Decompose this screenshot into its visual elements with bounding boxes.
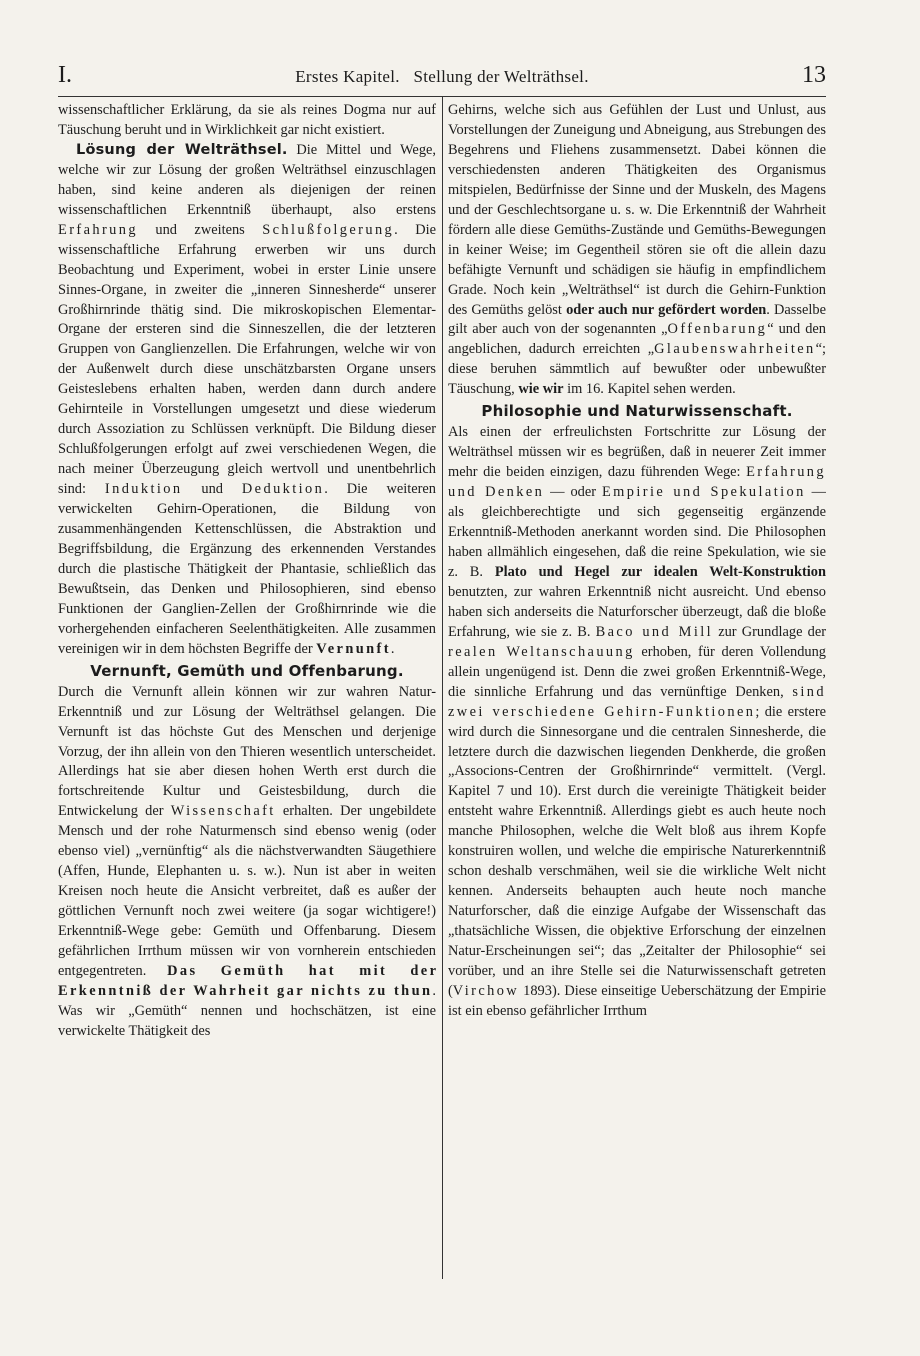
emphasis: wie wir	[518, 381, 564, 398]
spaced-term: Empirie und Spekulation	[601, 484, 806, 501]
text-run: . Die weiteren verwickelten Gehirn-Operationen, die Bildung von zusammenhängenden Kettenschlüssen, die Abstraktion und Begriffsbildung, die Ergänzung des erkennenden Verstandes durch die plastische Thätigkeit der Phantasie, schließlich das Bewußtsein, das Denken und Philosophieren, sind ebenso Funktionen der Ganglien-Zellen der Großhirnrinde wie die vorhergehenden einfacheren Seelenthätigkeiten. Alle zusammen vereinigen wir in dem höchsten Begriffe der	[58, 481, 436, 657]
running-header	[58, 62, 826, 94]
right-column	[448, 101, 826, 1277]
spaced-term: Baco und Mill	[595, 623, 714, 640]
section-heading: Vernunft, Gemüth und Offenbarung.	[90, 661, 404, 680]
spaced-term: Deduktion	[241, 481, 325, 498]
text-run: . Die wissenschaftliche Erfahrung erwerben wir uns durch Beobachtung und Experiment, wobei in erster Linie unsere Sinnes-Organe, in zweiter die „inneren Sinnesherde“ unserer Großhirnrinde thätig sind. Die mikroskopischen Elementar-Organe der ersteren sind die Sinneszellen, die der letzteren Gruppen von Ganglienzellen. Die Erfahrungen, welche wir von der Außenwelt durch diese unschätzbarsten Organe unsers Geisteslebens erhalten haben, werden dann durch andere Gehirnteile in Vorstellungen umgesetzt und diese wiederum durch Assoziation zu Schlüssen verknüpft. Die Bildung dieser Schlußfolgerungen erfolgt auf zwei verschiedenen Wegen, die nach meiner Überzeugung gleich wertvoll und unentbehrlich sind:	[58, 221, 436, 498]
text-run: 1893). Diese einseitige Ueberschätzung der Empirie ist ein ebenso gefährlicher Irrthum	[448, 982, 826, 1019]
section-heading: Philosophie und Naturwissenschaft.	[481, 402, 793, 421]
text-run: .	[390, 640, 395, 657]
chapter-number: I.	[58, 62, 72, 88]
text-run: und	[182, 481, 242, 498]
spaced-term: sind zwei verschiedene Gehirn-Funktionen	[448, 683, 826, 720]
paragraph	[448, 101, 826, 400]
emphasis: Das Gemüth hat mit der	[167, 962, 436, 979]
emphasis: Erkenntniß der Wahrheit gar nichts zu thun	[58, 982, 433, 999]
paragraph	[58, 683, 436, 1042]
spaced-term: Glaubenswahrheiten	[654, 341, 816, 358]
paragraph	[58, 101, 436, 141]
spaced-term: realen Weltanschauung	[448, 643, 635, 660]
spaced-term: Induktion	[104, 481, 183, 498]
text-run: benutzten, zur wahren Erkenntniß nicht ausreicht. Und ebenso haben sich anderseits die Naturforscher überzeugt, daß die bloße Erfahrung, wie sie z. B.	[448, 583, 826, 640]
text-run: wissenschaftlicher Erklärung, da sie als reines Dogma nur auf Täuschung beruht und in Wirklichkeit gar nicht existiert.	[58, 102, 436, 138]
text-run: Die Mittel und Wege, welche wir zur Lösung der großen Welträthsel einzuschlagen haben, sind keine anderen als diejenigen der reinen wissenschaftlichen Erkenntniß überhaupt, also erstens	[58, 141, 436, 218]
paragraph	[58, 141, 436, 660]
text-run: erhoben, für deren Vollendung allein ungenügend ist. Denn die zwei großen Erkenntniß-Wege, die sinnliche Erfahrung und das vernünftige Denken,	[448, 643, 826, 700]
text-run: “ und den angeblichen, dadurch erreichten „	[448, 321, 826, 358]
spaced-term: Virchow	[452, 982, 520, 999]
spaced-term: Schlußfolgerung	[262, 221, 395, 238]
text-run: ; die erstere wird durch die Sinnesorgane und die centralen Sinnesherde, die letztere durch die dazwischen liegenden Denkherde, die großen „Associons-Centren der Großhirnrinde“ vermittelt. (Vergl. Kapitel 7 und 10). Erst durch die vereinigte Thätigkeit beider entsteht wahre Erkenntniß. Allerdings giebt es auch heute noch manche Philosophen, welche die Welt bloß aus ihrem Kopfe konstruiren wollen, und welche die empirische Naturerkenntniß schon deshalb verschmähen, weil sie die wirkliche Welt nicht kennen. Anderseits behaupten auch heute noch manche Naturforscher, daß die einzige Aufgabe der Wissenschaft das „thatsächliche Wissen, die objektive Erforschung der einzelnen Natur-Erscheinungen sei“; das „Zeitalter der Philosophie“ sei vorüber, und an ihre Stelle sei die Naturwissenschaft getreten (	[448, 703, 826, 999]
text-run: Gehirns, welche sich aus Gefühlen der Lust und Unlust, aus Vorstellungen der Zuneigung und Abneigung, aus Strebungen des Begehrens und Fliehens zusammensetzt. Dabei können die verschiedensten anderen Thätigkeiten des Organismus mitspielen, Bedürfnisse der Sinne und der Muskeln, des Magens und der Geschlechtsorgane u. s. w. Die Erkenntniß der Wahrheit fördern alle diese Gemüths-Zustände und Gemüths-Bewegungen in keiner Weise; im Gegentheil stören sie oft die allein dazu befähigte Vernunft und schädigen sie häufig in empfindlichem Grade. Noch kein „Welträthsel“ ist durch die Gehirn-Funktion des Gemüths gelöst	[448, 102, 826, 318]
text-run: . Was wir „Gemüth“ nennen und hochschätzen, ist eine verwickelte Thätigkeit des	[58, 982, 436, 1039]
page-number: 13	[802, 62, 826, 88]
text-run: und zweitens	[137, 221, 263, 238]
text-run: — oder	[544, 484, 602, 501]
emphasis: oder auch nur gefördert worden	[566, 301, 767, 318]
spaced-term: Wissenschaft	[170, 803, 276, 820]
emphasis: Plato und Hegel zur idealen Welt-Konstruktion	[494, 563, 826, 580]
paragraph	[448, 423, 826, 1022]
text-run: zur Grundlage der	[713, 623, 826, 640]
running-title: Erstes Kapitel. Stellung der Welträthsel.	[295, 67, 589, 86]
text-run: erhalten. Der ungebildete Mensch und der rohe Naturmensch sind ebenso wenig (oder ebenso viel) „vernünftig“ als die nächstverwandten Säugethiere (Affen, Hunde, Elephanten u. s. w.). Nun ist aber in weiten Kreisen noch heute die Ansicht verbreitet, daß es außer der göttlichen Vernunft noch zwei weitere (ja sogar wichtigere!) Erkenntniß-Wege gebe: Gemüth und Offenbarung. Diesem gefährlichen Irrthum müssen wir von vornherein entschieden entgegentreten.	[58, 803, 436, 979]
text-run: — als gleichberechtigte und sich gegenseitig ergänzende Erkenntniß-Methoden anerkannt worden sind. Die Philosophen haben allmählich eingesehen, daß die reine Spekulation, wie sie z. B.	[448, 484, 826, 580]
left-column	[58, 101, 436, 1277]
text-run: im 16. Kapitel sehen werden.	[563, 381, 736, 398]
column-divider	[442, 97, 443, 1279]
text-run: Als einen der erfreulichsten Fortschritte zur Lösung der Welträthsel müssen wir es begrüßen, daß in neuerer Zeit immer mehr die beiden einzigen, dazu führenden Wege:	[448, 424, 826, 481]
text-run: Durch die Vernunft allein können wir zur wahren Natur-Erkenntniß und zur Lösung der Welträthsel gelangen. Die Vernunft ist das höchste Gut des Menschen und derjenige Vorzug, der ihn allein von den Thieren wesentlich unterscheidet. Allerdings hat sie aber diesen hohen Werth erst durch die fortschreitende Kultur und Geistesbildung, durch die Entwickelung der	[58, 683, 436, 820]
spaced-term: Erfahrung	[58, 221, 138, 238]
spaced-term: Offenbarung	[667, 321, 768, 338]
section-heading: Lösung der Welträthsel.	[76, 141, 288, 158]
text-run: . Dasselbe gilt aber auch von der sogenannten „	[448, 301, 826, 338]
text-run: “; diese beruhen sämmtlich auf bewußter oder unbewußter Täuschung,	[448, 341, 826, 398]
spaced-term: Erfahrung und Denken	[448, 464, 826, 501]
spaced-term: Vernunft	[316, 640, 391, 657]
